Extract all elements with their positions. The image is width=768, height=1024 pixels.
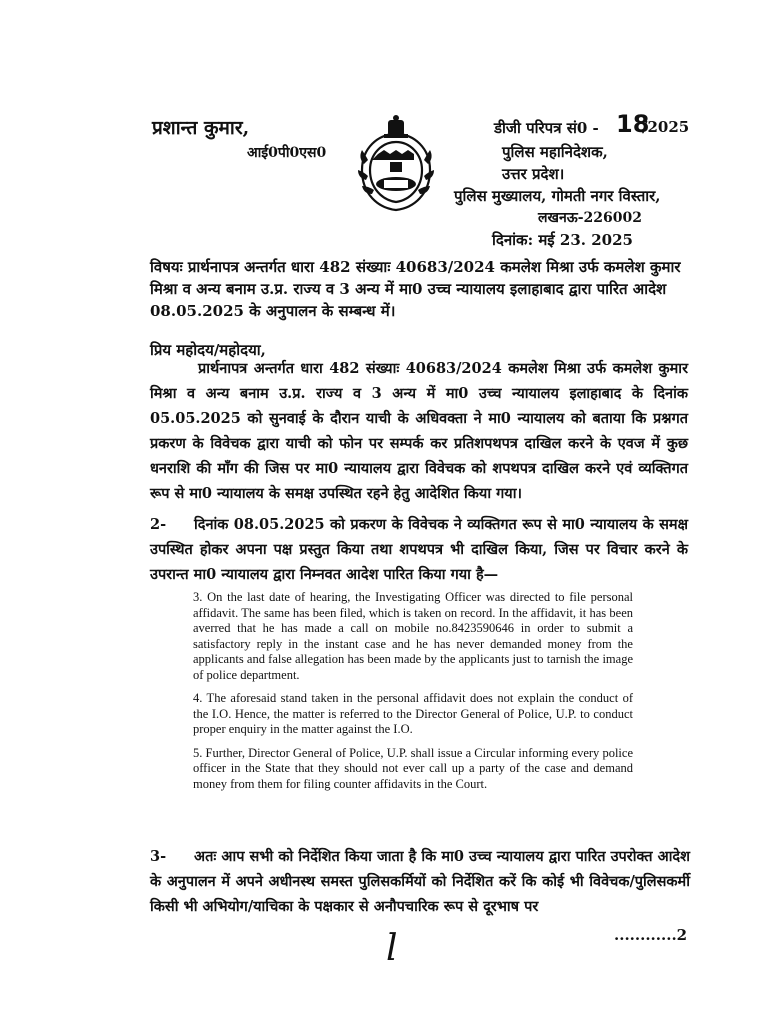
city-pin: लखनऊ-226002 [538, 210, 642, 226]
paragraph-3-number: 3- [150, 848, 167, 865]
issue-date: दिनांक: मई 23. 2025 [492, 231, 633, 249]
circular-label: डीजी परिपत्र सं0 - [494, 119, 599, 137]
sender-credential: आई0पी0एस0 [247, 145, 327, 161]
salutation: प्रिय महोदय/महोदया, [150, 341, 266, 359]
paragraph-3-text: अतः आप सभी को निर्देशित किया जाता है कि मा0 उच्च न्यायालय द्वारा पारित उपरोक्त आदेश के अनुपालन में अपने अधीनस्थ समस्त पुलिसकर्मियों को निर्देशित करें कि कोई भी विवेचक/पुलिसकर्मी किसी भी अभियोग/याचिका के पक्षकार से अनौपचारिक रूप से दूरभाष पर [150, 848, 690, 915]
paragraph-3 [150, 844, 690, 919]
circular-year: /2025 [642, 118, 690, 136]
next-page-marker: ............2 [614, 926, 688, 944]
paragraph-1: प्रार्थनापत्र अन्तर्गत धारा 482 संख्याः 40683/2024 कमलेश मिश्रा उर्फ कमलेश कुमार मिश्रा व अन्य बनाम उ.प्र. राज्य व 3 अन्य में मा0 उच्च न्यायालय इलाहाबाद के दिनांक 05.05.2025 को सुनवाई के दौरान याची के अधिवक्ता ने मा0 न्यायालय को बताया कि प्रश्नगत प्रकरण के विवेचक द्वारा याची को फोन पर सम्पर्क कर प्रतिशपथपत्र दाखिल करने के एवज में कुछ धनराशि की माँग की जिस पर मा0 न्यायालय द्वारा विवेचक को शपथपत्र दाखिल करने एवं व्यक्तिगत रूप से मा0 न्यायालय के समक्ष उपस्थित रहने हेतु आदेशित किया गया। [150, 360, 688, 502]
order-point-3: 3. On the last date of hearing, the Investigating Officer was directed to file personal affidavit. The same has been filed, which is taken on record. In the affidavit, it has been averred that he has made a call on mobile no.8423590646 in order to submit a satisfactory reply in the instant case and he has never demanded money from the applicants and false allegation has been made by the applicants just to tarnish the image of police department. [193, 590, 633, 682]
handwritten-initial: l [386, 928, 398, 969]
paragraph-2-number: 2- [150, 516, 167, 533]
paragraph-2-text: दिनांक 08.05.2025 को प्रकरण के विवेचक ने व्यक्तिगत रूप से मा0 न्यायालय के समक्ष उपस्थित होकर अपना पक्ष प्रस्तुत किया तथा शपथपत्र भी दाखिल किया, जिस पर विचार करने के उपरान्त मा0 न्यायालय द्वारा निम्नवत आदेश पारित किया गया है— [150, 516, 688, 583]
headquarters-address: पुलिस मुख्यालय, गोमती नगर विस्तार, [454, 187, 661, 205]
order-point-4: 4. The aforesaid stand taken in the personal affidavit does not explain the conduct of the I.O. Hence, the matter is referred to the Director General of Police, U.P. to conduct proper enquiry in the matter against the I.O. [193, 691, 633, 736]
designation: पुलिस महानिदेशक, [502, 143, 608, 161]
order-point-5: 5. Further, Director General of Police, U.P. shall issue a Circular informing every police officer in the State that they should not ever call up a party of the case and demand money from them for filing counter affidavits in the Court. [193, 745, 633, 791]
sender-name: प्रशान्त कुमार, [152, 117, 250, 139]
subject-line: विषयः प्रार्थनापत्र अन्तर्गत धारा 482 संख्याः 40683/2024 कमलेश मिश्रा उर्फ कमलेश कुमार मिश्रा व अन्य बनाम उ.प्र. राज्य व 3 अन्य में मा0 उच्च न्यायालय इलाहाबाद द्वारा पारित आदेश 08.05.2025 के अनुपालन के सम्बन्ध में। [150, 258, 681, 320]
state: उत्तर प्रदेश। [502, 165, 565, 183]
circular-number: 18 [616, 110, 650, 138]
paragraph-2 [150, 512, 688, 587]
quoted-court-order [193, 590, 633, 800]
up-police-emblem-icon [348, 114, 444, 214]
